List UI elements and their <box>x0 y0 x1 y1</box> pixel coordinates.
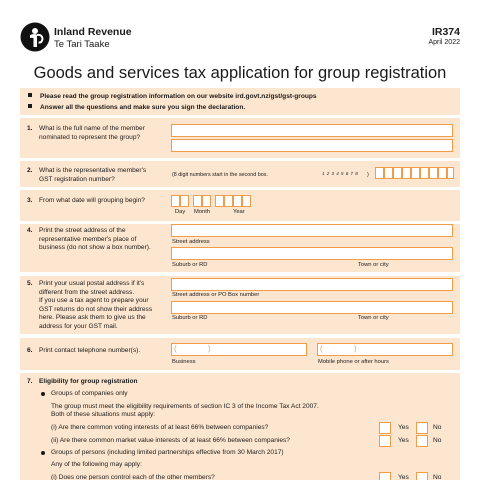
intro-line-1: Please read the group registration information on our website ird.govt.nz/gst/gst-groups <box>28 93 317 100</box>
postal-address-label: Street address or PO Box number <box>172 292 260 298</box>
question-3 <box>20 190 460 221</box>
yes-label: Yes <box>398 424 409 431</box>
month-label: Month <box>194 209 211 215</box>
gst-digit-box[interactable] <box>402 167 411 179</box>
question-text: Print the street address of the representative member's place of business (do not show a box number). <box>39 227 151 252</box>
square-bullet-icon <box>28 93 32 97</box>
yes-label: Yes <box>398 474 409 480</box>
representative-name-input-1[interactable] <box>171 124 453 137</box>
companies-heading: Groups of companies only <box>51 390 128 397</box>
month-digit-box[interactable] <box>193 195 202 207</box>
gst-digit-box[interactable] <box>411 167 420 179</box>
question-1 <box>20 118 460 158</box>
eligibility-heading: Eligibility for group registration <box>39 378 138 385</box>
year-label: Year <box>233 209 245 215</box>
person-control-question: (i) Does one person control each of the other members? <box>51 474 215 480</box>
question-number: 3. <box>27 197 33 204</box>
gst-digit-box[interactable] <box>393 167 402 179</box>
year-digit-box[interactable] <box>233 195 242 207</box>
mobile-phone-label: Mobile phone or after hours <box>318 359 389 365</box>
question-7 <box>20 373 460 480</box>
postal-suburb-label: Suburb or RD <box>172 315 208 321</box>
form-date: April 2022 <box>428 39 460 46</box>
market-value-yes-checkbox[interactable] <box>379 435 391 447</box>
day-digit-box[interactable] <box>171 195 180 207</box>
gst-digit-box[interactable] <box>429 167 438 179</box>
companies-requirement: The group must meet the eligibility requirements of section IC 3 of the Income Tax Act 2007. <box>51 403 319 410</box>
intro-band <box>20 88 460 115</box>
question-5 <box>20 276 460 334</box>
day-label: Day <box>175 209 186 215</box>
no-label: No <box>433 437 442 444</box>
no-label: No <box>433 474 442 480</box>
question-text: What is the full name of the member nominated to represent the group? <box>39 125 145 141</box>
gst-digit-box[interactable] <box>384 167 393 179</box>
voting-interests-yes-checkbox[interactable] <box>379 422 391 434</box>
gst-digit-box[interactable] <box>420 167 429 179</box>
no-label: No <box>433 424 442 431</box>
postal-town-label: Town or city <box>358 315 389 321</box>
suburb-label: Suburb or RD <box>172 262 208 268</box>
intro-line-2: Answer all the questions and make sure you sign the declaration. <box>28 104 245 111</box>
voting-interests-question: (i) Are there common voting interests of at least 66% between companies? <box>51 424 269 431</box>
market-value-question: (ii) Are there common market value interests of at least 66% between companies? <box>51 437 290 444</box>
question-number: 4. <box>27 227 33 234</box>
org-name: Inland Revenue <box>54 26 132 38</box>
gst-digit-box[interactable] <box>375 167 384 179</box>
question-4 <box>20 224 460 272</box>
question-number: 6. <box>27 347 33 354</box>
square-bullet-icon <box>28 104 32 108</box>
year-digit-box[interactable] <box>215 195 224 207</box>
persons-condition: Any of the following may apply: <box>51 461 142 468</box>
town-label: Town or city <box>358 262 389 268</box>
gst-sample-digits: 1 2 3 4 5 6 7 8 <box>322 171 359 176</box>
representative-name-input-2[interactable] <box>171 139 453 152</box>
yes-label: Yes <box>398 437 409 444</box>
postal-suburb-town-input[interactable] <box>171 301 453 314</box>
question-text: From what date will grouping begin? <box>39 197 145 204</box>
question-text: What is the representative member's GST registration number? <box>39 167 147 183</box>
day-digit-box[interactable] <box>180 195 189 207</box>
year-digit-box[interactable] <box>242 195 251 207</box>
street-address-label: Street address <box>172 239 210 245</box>
person-control-no-checkbox[interactable] <box>416 472 428 480</box>
business-phone-label: Business <box>172 359 196 365</box>
bullet-icon <box>41 451 45 455</box>
question-text: Print contact telephone number(s). <box>39 347 141 354</box>
question-number: 7. <box>27 378 33 385</box>
gst-hint: (8 digit numbers start in the second box. <box>172 172 268 178</box>
street-address-input[interactable] <box>171 224 453 237</box>
gst-digit-box[interactable] <box>447 167 454 179</box>
business-phone-input[interactable]: ( ) <box>171 343 307 356</box>
persons-heading: Groups of persons (including limited partnerships effective from 30 March 2017) <box>51 449 284 456</box>
suburb-town-input[interactable] <box>171 247 453 260</box>
voting-interests-no-checkbox[interactable] <box>416 422 428 434</box>
bullet-icon <box>41 392 45 396</box>
mobile-phone-input[interactable]: ( ) <box>317 343 453 356</box>
question-number: 2. <box>27 167 33 174</box>
question-2 <box>20 161 460 187</box>
year-digit-box[interactable] <box>224 195 233 207</box>
month-digit-box[interactable] <box>202 195 211 207</box>
page-title: Goods and services tax application for group registration <box>33 64 447 82</box>
companies-condition: Both of these situations must apply: <box>51 411 156 418</box>
question-number: 1. <box>27 125 33 132</box>
question-number: 5. <box>27 280 33 287</box>
org-maori-name: Te Tari Taake <box>54 39 110 50</box>
form-code: IR374 <box>431 26 460 38</box>
market-value-no-checkbox[interactable] <box>416 435 428 447</box>
gst-digit-box[interactable] <box>438 167 447 179</box>
question-text: Print your usual postal address if it's different from the street address. If you use a tax agent to prepare your GST returns do not show their address here. Please ask them to give us the address for your GST mail. <box>39 280 153 330</box>
question-6 <box>20 338 460 370</box>
gst-hint-close: ) <box>367 172 369 178</box>
inland-revenue-logo-icon <box>20 22 50 52</box>
person-control-yes-checkbox[interactable] <box>379 472 391 480</box>
postal-address-input[interactable] <box>171 278 453 291</box>
